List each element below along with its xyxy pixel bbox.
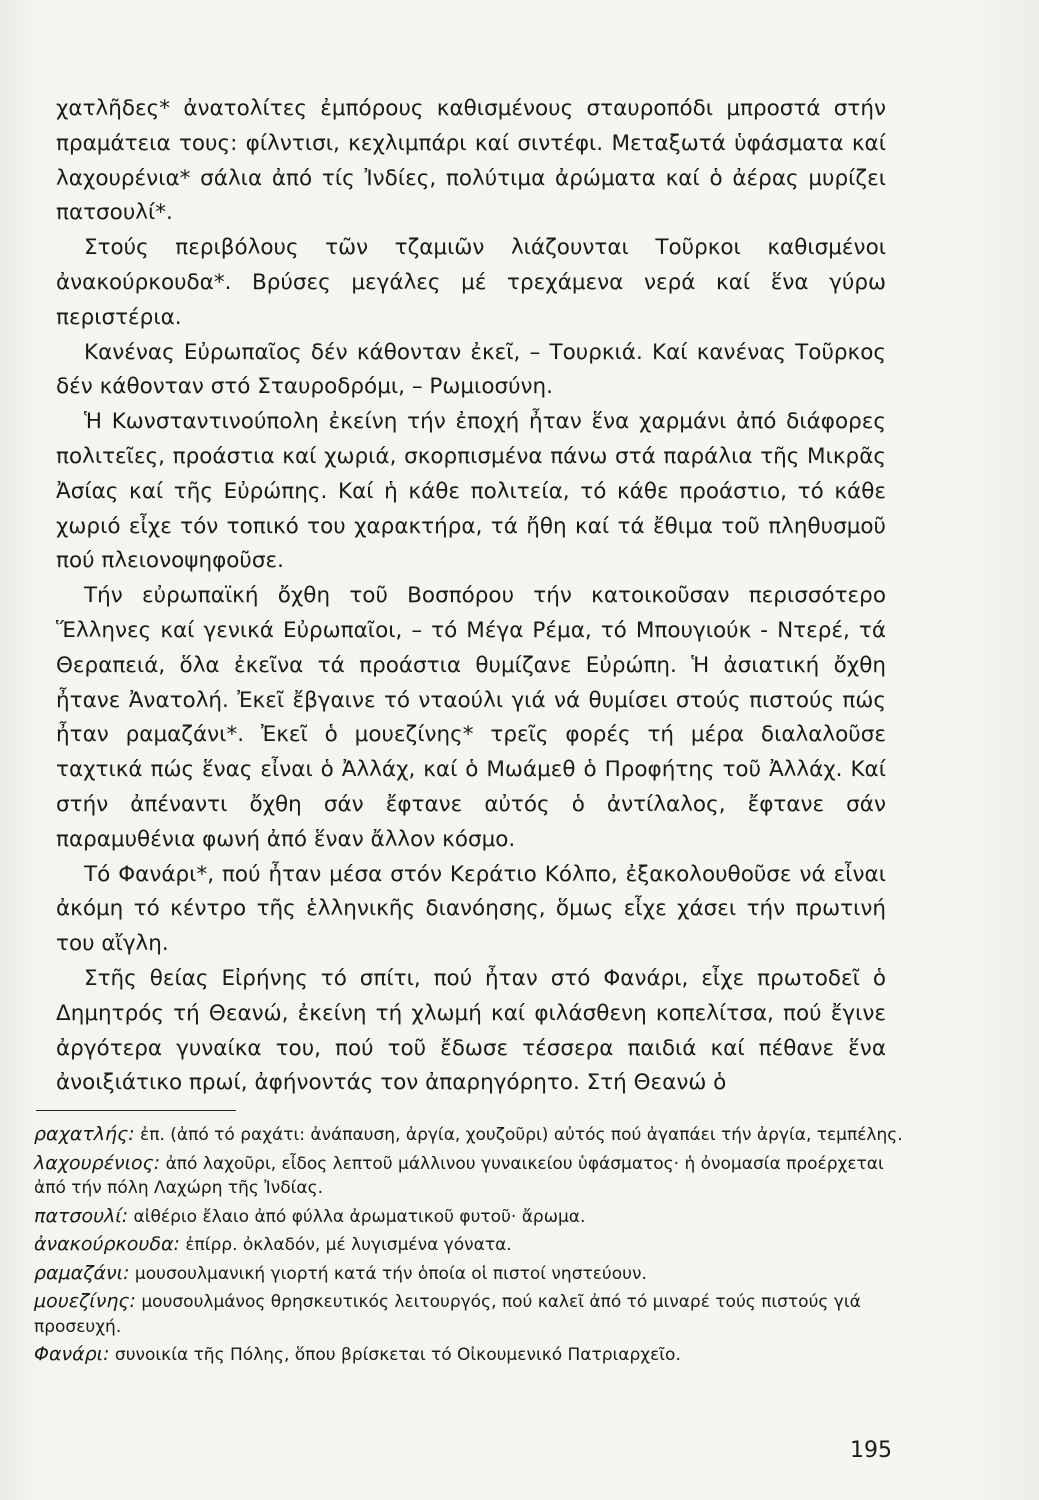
paragraph: Κανένας Εὐρωπαῖος δέν κάθονταν ἐκεῖ, – Τουρκιά. Καί κανένας Τοῦρκος δέν κάθονταν στό Σταυροδρόμι, – Ρωμιοσύνη. bbox=[56, 339, 886, 400]
main-text bbox=[56, 92, 886, 1101]
footnote-term: Φανάρι: bbox=[34, 1343, 110, 1365]
footnote-definition: συνοικία τῆς Πόλης, ὅπου βρίσκεται τό Οἰκουμενικό Πατριαρχεῖο. bbox=[114, 1345, 681, 1365]
paragraph: χατλῆδες* ἀνατολίτες ἐμπόρους καθισμένους σταυροπόδι μπροστά στήν πραμάτεια τους: φίλντισι, κεχλιμπάρι καί σιντέφι. Μεταξωτά ὑφάσματα καί λαχουρένια* σάλια ἀπό τίς Ἰνδίες, πολύτιμα ἀρώματα καί ὁ ἀέρας μυρίζει πατσουλί*. bbox=[56, 96, 886, 226]
footnote-term: πατσουλί: bbox=[34, 1204, 129, 1227]
footnote-definition: μουσουλμανική γιορτή κατά τήν ὁποία οἱ πιστοί νηστεύουν. bbox=[134, 1263, 647, 1284]
page-number: 195 bbox=[850, 1438, 892, 1463]
paragraph: Τό Φανάρι*, πού ἦταν μέσα στόν Κεράτιο Κόλπο, ἐξακολουθοῦσε νά εἶναι ἀκόμη τό κέντρο τῆς ἑλληνικῆς διανόησης, ὅμως εἶχε χάσει τήν πρωτινή του αἴγλη. bbox=[56, 861, 886, 957]
paragraph: Στῆς θείας Εἰρήνης τό σπίτι, πού ἦταν στό Φανάρι, εἶχε πρωτοδεῖ ὁ Δημητρός τή Θεανώ, ἐκείνη τή χλωμή καί φιλάσθενη κοπελίτσα, πού ἔγινε ἀργότερα γυναίκα του, πού τοῦ ἔδωσε τέσσερα παιδιά καί πέθανε ἕνα ἀνοιξιάτικο πρωί, ἀφήνοντάς τον ἀπαρηγόρητο. Στή Θεανώ ὁ bbox=[56, 965, 886, 1096]
footnote-term: ραμαζάνι: bbox=[34, 1261, 130, 1284]
footnote-term: ραχατλής: bbox=[34, 1123, 135, 1145]
footnote bbox=[34, 1151, 904, 1201]
footnote bbox=[34, 1122, 904, 1148]
footnote-term: λαχουρένιος: bbox=[34, 1151, 161, 1174]
footnote-term: μουεζίνης: bbox=[34, 1290, 136, 1312]
footnote bbox=[34, 1261, 904, 1287]
footnote-definition: αἰθέριο ἔλαιο ἀπό φύλλα ἀρωματικοῦ φυτοῦ· ἄρωμα. bbox=[133, 1206, 586, 1227]
paragraph: Τήν εὐρωπαϊκή ὄχθη τοῦ Βοσπόρου τήν κατοικοῦσαν περισσότερο Ἕλληνες καί γενικά Εὐρωπαῖοι, – τό Μέγα Ρέμα, τό Μπουγιούκ - Ντερέ, τά Θεραπειά, ὅλα ἐκεῖνα τά προάστια θυμίζανε Εὐρώπη. Ἡ ἀσιατική ὄχθη ἦτανε Ἀνατολή. Ἐκεῖ ἔβγαινε τό νταούλι γιά νά θυμίσει στούς πιστούς πώς ἦταν ραμαζάνι*. Ἐκεῖ ὁ μουεζίνης* τρεῖς φορές τή μέρα διαλαλοῦσε ταχτικά πώς ἕνας εἶναι ὁ Ἀλλάχ, καί ὁ Μωάμεθ ὁ Προφήτης τοῦ Ἀλλάχ. Καί στήν ἀπέναντι ὄχθη σάν ἔφτανε αὐτός ὁ ἀντίλαλος, ἔφτανε σάν παραμυθένια φωνή ἀπό ἕναν ἄλλον κόσμο. bbox=[56, 583, 886, 852]
footnote-term: ἀνακούρκουδα: bbox=[34, 1233, 180, 1255]
footnote-divider bbox=[36, 1110, 236, 1111]
footnote bbox=[34, 1289, 904, 1339]
footnote bbox=[34, 1342, 904, 1368]
footnote bbox=[34, 1204, 904, 1230]
footnote-definition: ἐπίρρ. ὀκλαδόν, μέ λυγισμένα γόνατα. bbox=[185, 1235, 512, 1255]
footnotes bbox=[34, 1122, 904, 1371]
paragraph: Ἡ Κωνσταντινούπολη ἐκείνη τήν ἐποχή ἦταν ἕνα χαρμάνι ἀπό διάφορες πολιτεῖες, προάστια καί χωριά, σκορπισμένα πάνω στά παράλια τῆς Μικρᾶς Ἀσίας καί τῆς Εὐρώπης. Καί ἡ κάθε πολιτεία, τό κάθε προάστιο, τό κάθε χωριό εἶχε τόν τοπικό του χαρακτήρα, τά ἤθη καί τά ἔθιμα τοῦ πληθυσμοῦ πού πλειονοψηφοῦσε. bbox=[56, 409, 886, 574]
footnote-definition: μουσουλμάνος θρησκευτικός λειτουργός, πού καλεῖ ἀπό τό μιναρέ τούς πιστούς γιά προσευχή. bbox=[34, 1292, 861, 1337]
footnote bbox=[34, 1232, 904, 1258]
footnote-definition: ἀπό λαχοῦρι, εἶδος λεπτοῦ μάλλινου γυναικείου ὑφάσματος· ἡ ὀνομασία προέρχεται ἀπό τήν πόλη Λαχώρη τῆς Ἰνδίας. bbox=[34, 1153, 884, 1198]
paragraph: Στούς περιβόλους τῶν τζαμιῶν λιάζουνται Τοῦρκοι καθισμένοι ἀνακούρκουδα*. Βρύσες μεγάλες μέ τρεχάμενα νερά καί ἕνα γύρω περιστέρια. bbox=[56, 235, 886, 330]
footnote-definition: ἐπ. (ἀπό τό ραχάτι: ἀνάπαυση, ἀργία, χουζοῦρι) αὐτός πού ἀγαπάει τήν ἀργία, τεμπέλης. bbox=[140, 1125, 903, 1145]
